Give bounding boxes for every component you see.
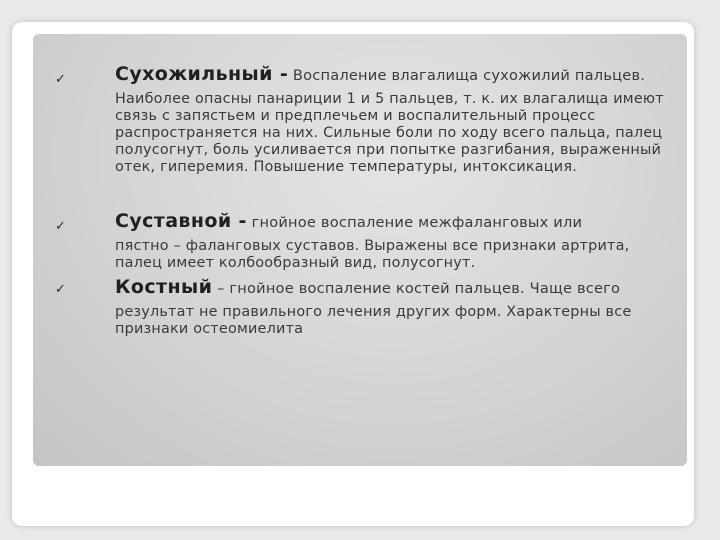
list-item	[115, 276, 677, 338]
item-term: Суставной -	[115, 210, 247, 232]
item-term: Костный	[115, 276, 213, 298]
item-lead-text: – гнойное воспаление костей пальцев. Чаще всего	[217, 280, 621, 297]
item-description: результат не правильного лечения других форм. Характерны все признаки остеомиелита	[115, 304, 632, 337]
list-item	[115, 210, 677, 272]
list-item	[115, 63, 677, 176]
item-description: пястно – фаланговых суставов. Выражены все признаки артрита, палец имеет колбообразный вид, полусогнут.	[115, 238, 630, 271]
checkmark-icon: ✓	[55, 219, 66, 234]
item-description: Наиболее опасны панариции 1 и 5 пальцев, т. к. их влагалища имеют связь с запястьем и предплечьем и воспалительный процесс распространяется на них. Сильные боли по ходу всего пальца, палец полусогнут, боль усиливается при попытке разгибания, выраженный отек, гиперемия. Повышение температуры, интоксикация.	[115, 91, 664, 175]
checkmark-icon: ✓	[55, 72, 66, 87]
item-lead-text: Воспаление влагалища сухожилий пальцев.	[292, 67, 646, 84]
checkmark-icon: ✓	[55, 282, 66, 297]
item-term: Сухожильный -	[115, 63, 289, 85]
item-lead-text: гнойное воспаление межфаланговых или	[251, 214, 583, 231]
